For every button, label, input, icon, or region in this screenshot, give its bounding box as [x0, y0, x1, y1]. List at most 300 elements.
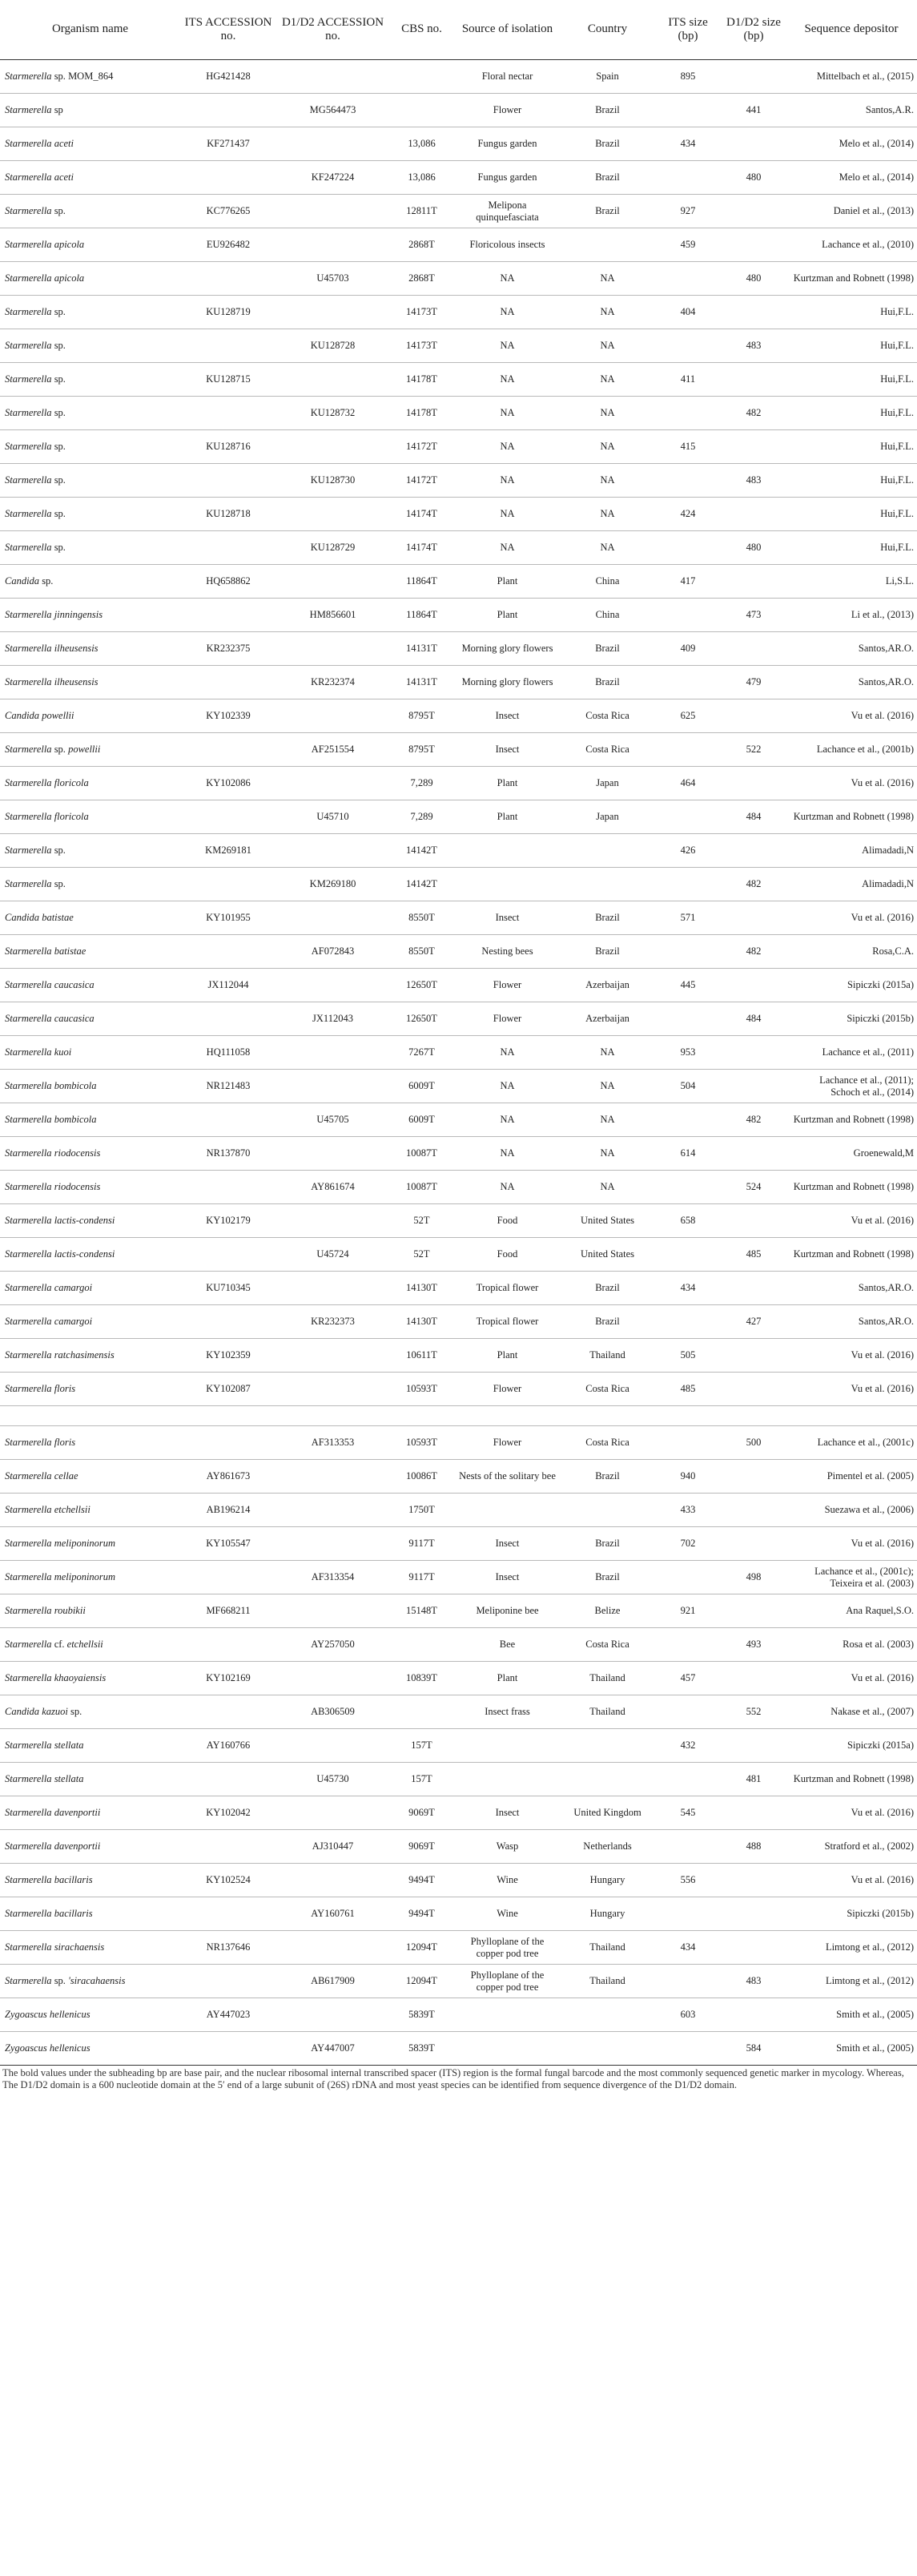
- country-cell: NA: [561, 1103, 654, 1137]
- organism-name-cell: Starmerella sp.: [0, 868, 180, 901]
- country-cell: China: [561, 599, 654, 632]
- organism-name-cell: Starmerella caucasica: [0, 1002, 180, 1036]
- cbs-no-cell: 7267T: [389, 1036, 454, 1070]
- cbs-no-cell: 12650T: [389, 969, 454, 1002]
- its-size-cell: 411: [654, 363, 722, 397]
- depositor-cell: Sipiczki (2015a): [786, 969, 917, 1002]
- d1d2-accession-cell: U45730: [276, 1763, 389, 1796]
- cbs-no-cell: 2868T: [389, 262, 454, 296]
- organism-name-cell: Starmerella sp: [0, 94, 180, 127]
- d1d2-accession-cell: U45710: [276, 800, 389, 834]
- country-cell: NA: [561, 363, 654, 397]
- table-row: [0, 397, 917, 430]
- table-row: [0, 868, 917, 901]
- organism-name-cell: Starmerella camargoi: [0, 1272, 180, 1305]
- its-size-cell: [654, 1171, 722, 1204]
- organism-name-cell: Starmerella sp.: [0, 498, 180, 531]
- d1d2-size-cell: [722, 969, 786, 1002]
- country-cell: Thailand: [561, 1339, 654, 1373]
- table-row: [0, 1406, 917, 1426]
- organism-name-cell: Starmerella apicola: [0, 228, 180, 262]
- organism-name-cell: Starmerella sp.: [0, 195, 180, 228]
- its-size-cell: 614: [654, 1137, 722, 1171]
- source-cell: Plant: [454, 565, 561, 599]
- its-accession-cell: [180, 1763, 276, 1796]
- source-cell: Plant: [454, 1662, 561, 1695]
- its-size-cell: [654, 733, 722, 767]
- d1d2-size-cell: [722, 901, 786, 935]
- source-cell: NA: [454, 329, 561, 363]
- header-its-size: ITS size (bp): [654, 0, 722, 60]
- table-row: [0, 2032, 917, 2066]
- depositor-cell: Limtong et al., (2012): [786, 1965, 917, 1998]
- source-cell: [454, 834, 561, 868]
- country-cell: Brazil: [561, 1561, 654, 1594]
- its-size-cell: [654, 1897, 722, 1931]
- its-accession-cell: [180, 1171, 276, 1204]
- cbs-no-cell: 14172T: [389, 430, 454, 464]
- country-cell: [561, 1763, 654, 1796]
- cbs-no-cell: 10087T: [389, 1137, 454, 1171]
- table-row: [0, 1494, 917, 1527]
- d1d2-size-cell: 524: [722, 1171, 786, 1204]
- d1d2-size-cell: [722, 1864, 786, 1897]
- d1d2-size-cell: 441: [722, 94, 786, 127]
- source-cell: [454, 1494, 561, 1527]
- cbs-no-cell: 7,289: [389, 767, 454, 800]
- d1d2-accession-cell: JX112043: [276, 1002, 389, 1036]
- its-size-cell: 445: [654, 969, 722, 1002]
- d1d2-accession-cell: [276, 1662, 389, 1695]
- depositor-cell: Vu et al. (2016): [786, 1864, 917, 1897]
- cbs-no-cell: 8795T: [389, 733, 454, 767]
- its-accession-cell: JX112044: [180, 969, 276, 1002]
- its-size-cell: [654, 1830, 722, 1864]
- source-cell: Tropical flower: [454, 1272, 561, 1305]
- depositor-cell: Daniel et al., (2013): [786, 195, 917, 228]
- its-size-cell: [654, 1965, 722, 1998]
- cbs-no-cell: 7,289: [389, 800, 454, 834]
- organism-name-cell: Zygoascus hellenicus: [0, 1998, 180, 2032]
- source-cell: Plant: [454, 599, 561, 632]
- country-cell: Brazil: [561, 632, 654, 666]
- d1d2-size-cell: [722, 767, 786, 800]
- its-accession-cell: [180, 94, 276, 127]
- table-row: [0, 666, 917, 699]
- its-accession-cell: KY102359: [180, 1339, 276, 1373]
- its-size-cell: [654, 1002, 722, 1036]
- table-row: [0, 1070, 917, 1103]
- source-cell: [454, 868, 561, 901]
- d1d2-size-cell: [722, 430, 786, 464]
- header-organism-name: Organism name: [0, 0, 180, 60]
- source-cell: Floral nectar: [454, 60, 561, 94]
- its-size-cell: 417: [654, 565, 722, 599]
- cbs-no-cell: 13,086: [389, 161, 454, 195]
- country-cell: Azerbaijan: [561, 1002, 654, 1036]
- its-accession-cell: NR121483: [180, 1070, 276, 1103]
- table-row: [0, 1238, 917, 1272]
- source-cell: NA: [454, 1070, 561, 1103]
- its-size-cell: 940: [654, 1460, 722, 1494]
- its-size-cell: 953: [654, 1036, 722, 1070]
- its-accession-cell: [180, 1897, 276, 1931]
- cbs-no-cell: 14130T: [389, 1272, 454, 1305]
- table-body: [0, 60, 917, 2066]
- its-accession-cell: AY861673: [180, 1460, 276, 1494]
- organism-name-cell: Starmerella sp.: [0, 363, 180, 397]
- d1d2-accession-cell: [276, 1796, 389, 1830]
- its-size-cell: 505: [654, 1339, 722, 1373]
- organism-name-cell: Starmerella lactis-condensi: [0, 1238, 180, 1272]
- organism-name-cell: Starmerella davenportii: [0, 1830, 180, 1864]
- depositor-cell: Santos,AR.O.: [786, 1305, 917, 1339]
- country-cell: NA: [561, 262, 654, 296]
- d1d2-size-cell: [722, 1998, 786, 2032]
- source-cell: NA: [454, 498, 561, 531]
- its-size-cell: 702: [654, 1527, 722, 1561]
- its-accession-cell: [180, 1305, 276, 1339]
- country-cell: NA: [561, 1070, 654, 1103]
- header-country: Country: [561, 0, 654, 60]
- its-size-cell: [654, 1406, 722, 1426]
- source-cell: [454, 1763, 561, 1796]
- source-cell: Insect: [454, 1527, 561, 1561]
- d1d2-size-cell: 482: [722, 1103, 786, 1137]
- its-size-cell: 457: [654, 1662, 722, 1695]
- table-row: [0, 1204, 917, 1238]
- cbs-no-cell: 14174T: [389, 531, 454, 565]
- depositor-cell: Kurtzman and Robnett (1998): [786, 1238, 917, 1272]
- source-cell: Insect: [454, 699, 561, 733]
- its-size-cell: 432: [654, 1729, 722, 1763]
- d1d2-accession-cell: [276, 699, 389, 733]
- organism-name-cell: Starmerella batistae: [0, 935, 180, 969]
- country-cell: NA: [561, 397, 654, 430]
- its-accession-cell: MF668211: [180, 1594, 276, 1628]
- country-cell: NA: [561, 329, 654, 363]
- source-cell: Food: [454, 1238, 561, 1272]
- table-row: [0, 1897, 917, 1931]
- d1d2-accession-cell: [276, 363, 389, 397]
- organism-name-cell: Starmerella bombicola: [0, 1070, 180, 1103]
- country-cell: [561, 1494, 654, 1527]
- source-cell: Floricolous insects: [454, 228, 561, 262]
- cbs-no-cell: 14178T: [389, 397, 454, 430]
- its-accession-cell: [180, 1406, 276, 1426]
- header-d1d2-accession: D1/D2 ACCESSION no.: [276, 0, 389, 60]
- country-cell: [561, 1729, 654, 1763]
- header-its-accession: ITS ACCESSION no.: [180, 0, 276, 60]
- d1d2-size-cell: 483: [722, 329, 786, 363]
- country-cell: NA: [561, 531, 654, 565]
- d1d2-accession-cell: [276, 1406, 389, 1426]
- source-cell: Flower: [454, 94, 561, 127]
- country-cell: Thailand: [561, 1695, 654, 1729]
- d1d2-size-cell: 552: [722, 1695, 786, 1729]
- table-row: [0, 1864, 917, 1897]
- depositor-cell: Sipiczki (2015b): [786, 1002, 917, 1036]
- its-accession-cell: [180, 1830, 276, 1864]
- organism-name-cell: Starmerella davenportii: [0, 1796, 180, 1830]
- country-cell: NA: [561, 296, 654, 329]
- d1d2-size-cell: 480: [722, 161, 786, 195]
- table-row: [0, 1796, 917, 1830]
- organism-name-cell: Starmerella sp.: [0, 464, 180, 498]
- table-row: [0, 834, 917, 868]
- d1d2-accession-cell: [276, 1527, 389, 1561]
- source-cell: Plant: [454, 767, 561, 800]
- source-cell: NA: [454, 363, 561, 397]
- depositor-cell: Pimentel et al. (2005): [786, 1460, 917, 1494]
- d1d2-size-cell: [722, 1339, 786, 1373]
- table-row: [0, 195, 917, 228]
- cbs-no-cell: 10087T: [389, 1171, 454, 1204]
- d1d2-size-cell: 482: [722, 397, 786, 430]
- d1d2-size-cell: [722, 1662, 786, 1695]
- cbs-no-cell: 14173T: [389, 296, 454, 329]
- cbs-no-cell: 52T: [389, 1204, 454, 1238]
- d1d2-size-cell: [722, 228, 786, 262]
- source-cell: Bee: [454, 1628, 561, 1662]
- depositor-cell: Lachance et al., (2001c); Teixeira et al. (2003): [786, 1561, 917, 1594]
- its-size-cell: 545: [654, 1796, 722, 1830]
- its-size-cell: 433: [654, 1494, 722, 1527]
- table-row: [0, 531, 917, 565]
- its-size-cell: 485: [654, 1373, 722, 1406]
- its-accession-cell: KY102339: [180, 699, 276, 733]
- depositor-cell: Li et al., (2013): [786, 599, 917, 632]
- its-accession-cell: KY102179: [180, 1204, 276, 1238]
- its-accession-cell: KU128718: [180, 498, 276, 531]
- d1d2-size-cell: 481: [722, 1763, 786, 1796]
- organism-name-cell: Starmerella sp. 'siracahaensis: [0, 1965, 180, 1998]
- d1d2-size-cell: [722, 1036, 786, 1070]
- table-row: [0, 1998, 917, 2032]
- its-accession-cell: HQ658862: [180, 565, 276, 599]
- d1d2-accession-cell: [276, 1339, 389, 1373]
- its-accession-cell: KC776265: [180, 195, 276, 228]
- table-row: [0, 363, 917, 397]
- its-accession-cell: NR137870: [180, 1137, 276, 1171]
- country-cell: Spain: [561, 60, 654, 94]
- organism-name-cell: Starmerella bacillaris: [0, 1864, 180, 1897]
- d1d2-accession-cell: AF313353: [276, 1426, 389, 1460]
- country-cell: Brazil: [561, 195, 654, 228]
- cbs-no-cell: [389, 94, 454, 127]
- cbs-no-cell: 2868T: [389, 228, 454, 262]
- its-accession-cell: [180, 397, 276, 430]
- cbs-no-cell: 52T: [389, 1238, 454, 1272]
- organism-name-cell: Starmerella khaoyaiensis: [0, 1662, 180, 1695]
- d1d2-accession-cell: [276, 498, 389, 531]
- country-cell: NA: [561, 1171, 654, 1204]
- source-cell: Phylloplane of the copper pod tree: [454, 1931, 561, 1965]
- cbs-no-cell: 11864T: [389, 565, 454, 599]
- cbs-no-cell: 10593T: [389, 1373, 454, 1406]
- its-size-cell: [654, 1103, 722, 1137]
- depositor-cell: Ana Raquel,S.O.: [786, 1594, 917, 1628]
- source-cell: NA: [454, 262, 561, 296]
- cbs-no-cell: 10086T: [389, 1460, 454, 1494]
- d1d2-accession-cell: AB617909: [276, 1965, 389, 1998]
- organism-name-cell: Starmerella floris: [0, 1426, 180, 1460]
- header-row: [0, 0, 917, 60]
- organism-name-cell: Starmerella meliponinorum: [0, 1561, 180, 1594]
- table-row: [0, 1695, 917, 1729]
- cbs-no-cell: 9117T: [389, 1561, 454, 1594]
- d1d2-size-cell: 482: [722, 868, 786, 901]
- table-row: [0, 1628, 917, 1662]
- its-size-cell: 927: [654, 195, 722, 228]
- table-row: [0, 1931, 917, 1965]
- d1d2-accession-cell: [276, 296, 389, 329]
- its-size-cell: [654, 262, 722, 296]
- organism-name-cell: Starmerella sp.: [0, 397, 180, 430]
- d1d2-accession-cell: [276, 1864, 389, 1897]
- its-size-cell: 921: [654, 1594, 722, 1628]
- d1d2-accession-cell: U45705: [276, 1103, 389, 1137]
- its-size-cell: 434: [654, 1931, 722, 1965]
- d1d2-size-cell: [722, 498, 786, 531]
- cbs-no-cell: 6009T: [389, 1103, 454, 1137]
- its-size-cell: 426: [654, 834, 722, 868]
- d1d2-size-cell: [722, 699, 786, 733]
- organism-name-cell: Starmerella camargoi: [0, 1305, 180, 1339]
- organism-name-cell: Starmerella ilheusensis: [0, 666, 180, 699]
- source-cell: Tropical flower: [454, 1305, 561, 1339]
- organism-name-cell: Starmerella aceti: [0, 161, 180, 195]
- its-size-cell: 424: [654, 498, 722, 531]
- d1d2-size-cell: 498: [722, 1561, 786, 1594]
- organism-name-cell: Candida batistae: [0, 901, 180, 935]
- cbs-no-cell: [389, 1695, 454, 1729]
- organism-name-cell: Candida kazuoi sp.: [0, 1695, 180, 1729]
- source-cell: Food: [454, 1204, 561, 1238]
- d1d2-size-cell: 584: [722, 2032, 786, 2066]
- depositor-cell: Vu et al. (2016): [786, 699, 917, 733]
- depositor-cell: Lachance et al., (2011): [786, 1036, 917, 1070]
- source-cell: Fungus garden: [454, 161, 561, 195]
- cbs-no-cell: 13,086: [389, 127, 454, 161]
- table-header: [0, 0, 917, 60]
- d1d2-accession-cell: [276, 1373, 389, 1406]
- cbs-no-cell: [389, 60, 454, 94]
- country-cell: United Kingdom: [561, 1796, 654, 1830]
- its-size-cell: 404: [654, 296, 722, 329]
- table-row: [0, 1305, 917, 1339]
- depositor-cell: Kurtzman and Robnett (1998): [786, 262, 917, 296]
- cbs-no-cell: 9117T: [389, 1527, 454, 1561]
- d1d2-accession-cell: [276, 565, 389, 599]
- d1d2-accession-cell: AF313354: [276, 1561, 389, 1594]
- depositor-cell: Lachance et al., (2011); Schoch et al., (2014): [786, 1070, 917, 1103]
- depositor-cell: Melo et al., (2014): [786, 127, 917, 161]
- its-accession-cell: [180, 161, 276, 195]
- d1d2-accession-cell: AB306509: [276, 1695, 389, 1729]
- table-row: [0, 1103, 917, 1137]
- d1d2-accession-cell: AF072843: [276, 935, 389, 969]
- depositor-cell: Kurtzman and Robnett (1998): [786, 1171, 917, 1204]
- country-cell: NA: [561, 430, 654, 464]
- d1d2-size-cell: [722, 1070, 786, 1103]
- its-accession-cell: KM269181: [180, 834, 276, 868]
- d1d2-accession-cell: KR232374: [276, 666, 389, 699]
- d1d2-accession-cell: AJ310447: [276, 1830, 389, 1864]
- its-accession-cell: [180, 599, 276, 632]
- d1d2-size-cell: [722, 565, 786, 599]
- its-size-cell: [654, 531, 722, 565]
- country-cell: Japan: [561, 800, 654, 834]
- d1d2-accession-cell: [276, 1729, 389, 1763]
- depositor-cell: Vu et al. (2016): [786, 1796, 917, 1830]
- table-row: [0, 60, 917, 94]
- its-size-cell: [654, 1238, 722, 1272]
- header-cbs-no: CBS no.: [389, 0, 454, 60]
- organism-name-cell: Starmerella stellata: [0, 1763, 180, 1796]
- depositor-cell: Rosa,C.A.: [786, 935, 917, 969]
- d1d2-size-cell: 473: [722, 599, 786, 632]
- cbs-no-cell: 11864T: [389, 599, 454, 632]
- cbs-no-cell: 12094T: [389, 1931, 454, 1965]
- d1d2-accession-cell: U45724: [276, 1238, 389, 1272]
- its-size-cell: 464: [654, 767, 722, 800]
- d1d2-accession-cell: KM269180: [276, 868, 389, 901]
- organism-name-cell: Starmerella caucasica: [0, 969, 180, 1002]
- d1d2-accession-cell: [276, 1137, 389, 1171]
- table-row: [0, 1561, 917, 1594]
- depositor-cell: Rosa et al. (2003): [786, 1628, 917, 1662]
- organism-name-cell: Starmerella ilheusensis: [0, 632, 180, 666]
- its-size-cell: 658: [654, 1204, 722, 1238]
- its-size-cell: [654, 868, 722, 901]
- d1d2-size-cell: 493: [722, 1628, 786, 1662]
- depositor-cell: Nakase et al., (2007): [786, 1695, 917, 1729]
- its-size-cell: [654, 1426, 722, 1460]
- country-cell: Costa Rica: [561, 1628, 654, 1662]
- country-cell: Brazil: [561, 1527, 654, 1561]
- depositor-cell: Hui,F.L.: [786, 329, 917, 363]
- country-cell: Thailand: [561, 1662, 654, 1695]
- cbs-no-cell: 14178T: [389, 363, 454, 397]
- organism-name-cell: Candida sp.: [0, 565, 180, 599]
- country-cell: Brazil: [561, 935, 654, 969]
- its-size-cell: 625: [654, 699, 722, 733]
- country-cell: Netherlands: [561, 1830, 654, 1864]
- table-row: [0, 1763, 917, 1796]
- cbs-no-cell: 5839T: [389, 2032, 454, 2066]
- d1d2-accession-cell: [276, 1070, 389, 1103]
- d1d2-accession-cell: [276, 1204, 389, 1238]
- cbs-no-cell: 14131T: [389, 632, 454, 666]
- source-cell: NA: [454, 464, 561, 498]
- cbs-no-cell: 14174T: [389, 498, 454, 531]
- header-d1d2-size: D1/D2 size (bp): [722, 0, 786, 60]
- d1d2-accession-cell: [276, 901, 389, 935]
- source-cell: Fungus garden: [454, 127, 561, 161]
- country-cell: Hungary: [561, 1897, 654, 1931]
- country-cell: Costa Rica: [561, 1373, 654, 1406]
- table-row: [0, 1460, 917, 1494]
- country-cell: NA: [561, 1036, 654, 1070]
- its-accession-cell: KU128715: [180, 363, 276, 397]
- its-size-cell: [654, 800, 722, 834]
- d1d2-size-cell: 482: [722, 935, 786, 969]
- country-cell: Brazil: [561, 94, 654, 127]
- its-accession-cell: [180, 1238, 276, 1272]
- source-cell: Nests of the solitary bee: [454, 1460, 561, 1494]
- source-cell: Phylloplane of the copper pod tree: [454, 1965, 561, 1998]
